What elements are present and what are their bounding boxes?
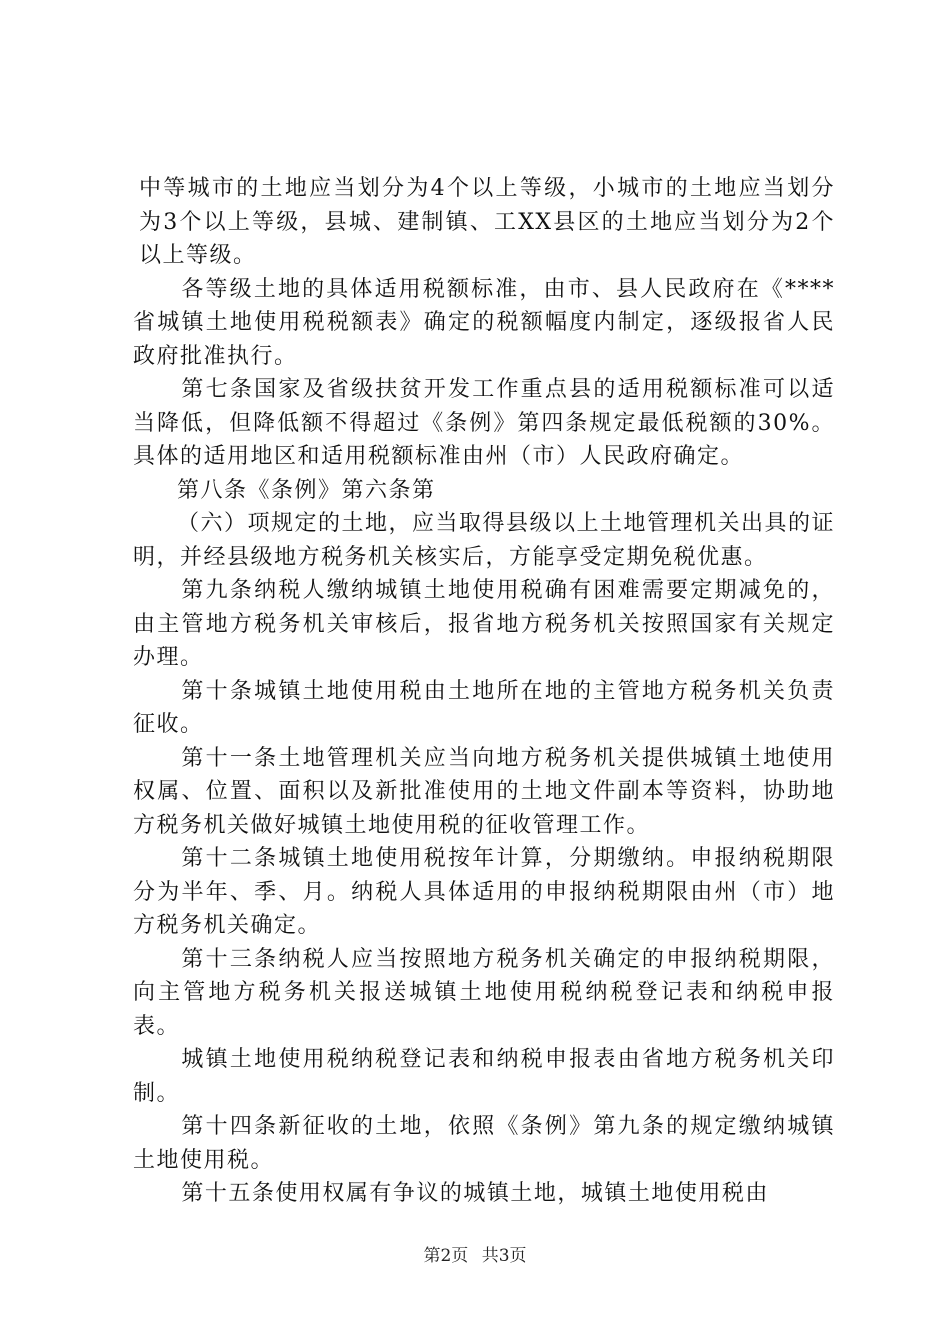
page-footer <box>0 1241 950 1266</box>
paragraph-forms-printing: 城镇土地使用税纳税登记表和纳税申报表由省地方税务机关印制。 <box>133 1047 835 1106</box>
paragraph-article-10: 第十条城镇土地使用税由土地所在地的主管地方税务机关负责征收。 <box>133 678 835 737</box>
page-total: 共3页 <box>481 1246 527 1266</box>
paragraph-article-11: 第十一条土地管理机关应当向地方税务机关提供城镇土地使用权属、位置、面积以及新批准使用的土地文件副本等资料，协助地方税务机关做好城镇土地使用税的征收管理工作。 <box>133 745 835 838</box>
paragraph-tax-standard: 各等级土地的具体适用税额标准，由市、县人民政府在《****省城镇土地使用税税额表》确定的税额幅度内制定，逐级报省人民政府批准执行。 <box>133 276 835 369</box>
paragraph-article-9: 第九条纳税人缴纳城镇土地使用税确有困难需要定期减免的，由主管地方税务机关审核后，报省地方税务机关按照国家有关规定办理。 <box>133 578 835 670</box>
paragraph-article-13: 第十三条纳税人应当按照地方税务机关确定的申报纳税期限，向主管地方税务机关报送城镇土地使用税纳税登记表和纳税申报表。 <box>133 946 835 1039</box>
paragraph-article-8-body: （六）项规定的土地，应当取得县级以上土地管理机关出具的证明，并经县级地方税务机关核实后，方能享受定期免税优惠。 <box>133 511 836 570</box>
document-body <box>133 172 835 1211</box>
paragraph-article-12: 第十二条城镇土地使用税按年计算，分期缴纳。申报纳税期限分为半年、季、月。纳税人具体适用的申报纳税期限由州（市）地方税务机关确定。 <box>133 846 835 938</box>
page-number: 第2页 <box>423 1246 469 1266</box>
paragraph-article-14: 第十四条新征收的土地，依照《条例》第九条的规定缴纳城镇土地使用税。 <box>133 1114 835 1173</box>
paragraph-article-15: 第十五条使用权属有争议的城镇土地，城镇土地使用税由 <box>181 1181 769 1206</box>
paragraph-article-8-heading: 第八条《条例》第六条第 <box>177 477 436 503</box>
paragraph-continuation: 中等城市的土地应当划分为4个以上等级，小城市的土地应当划分为3个以上等级，县城、建制镇、工XX县区的土地应当划分为2个以上等级。 <box>139 176 835 268</box>
paragraph-article-7: 第七条国家及省级扶贫开发工作重点县的适用税额标准可以适当降低，但降低额不得超过《条例》第四条规定最低税额的30%。具体的适用地区和适用税额标准由州（市）人民政府确定。 <box>133 377 835 469</box>
